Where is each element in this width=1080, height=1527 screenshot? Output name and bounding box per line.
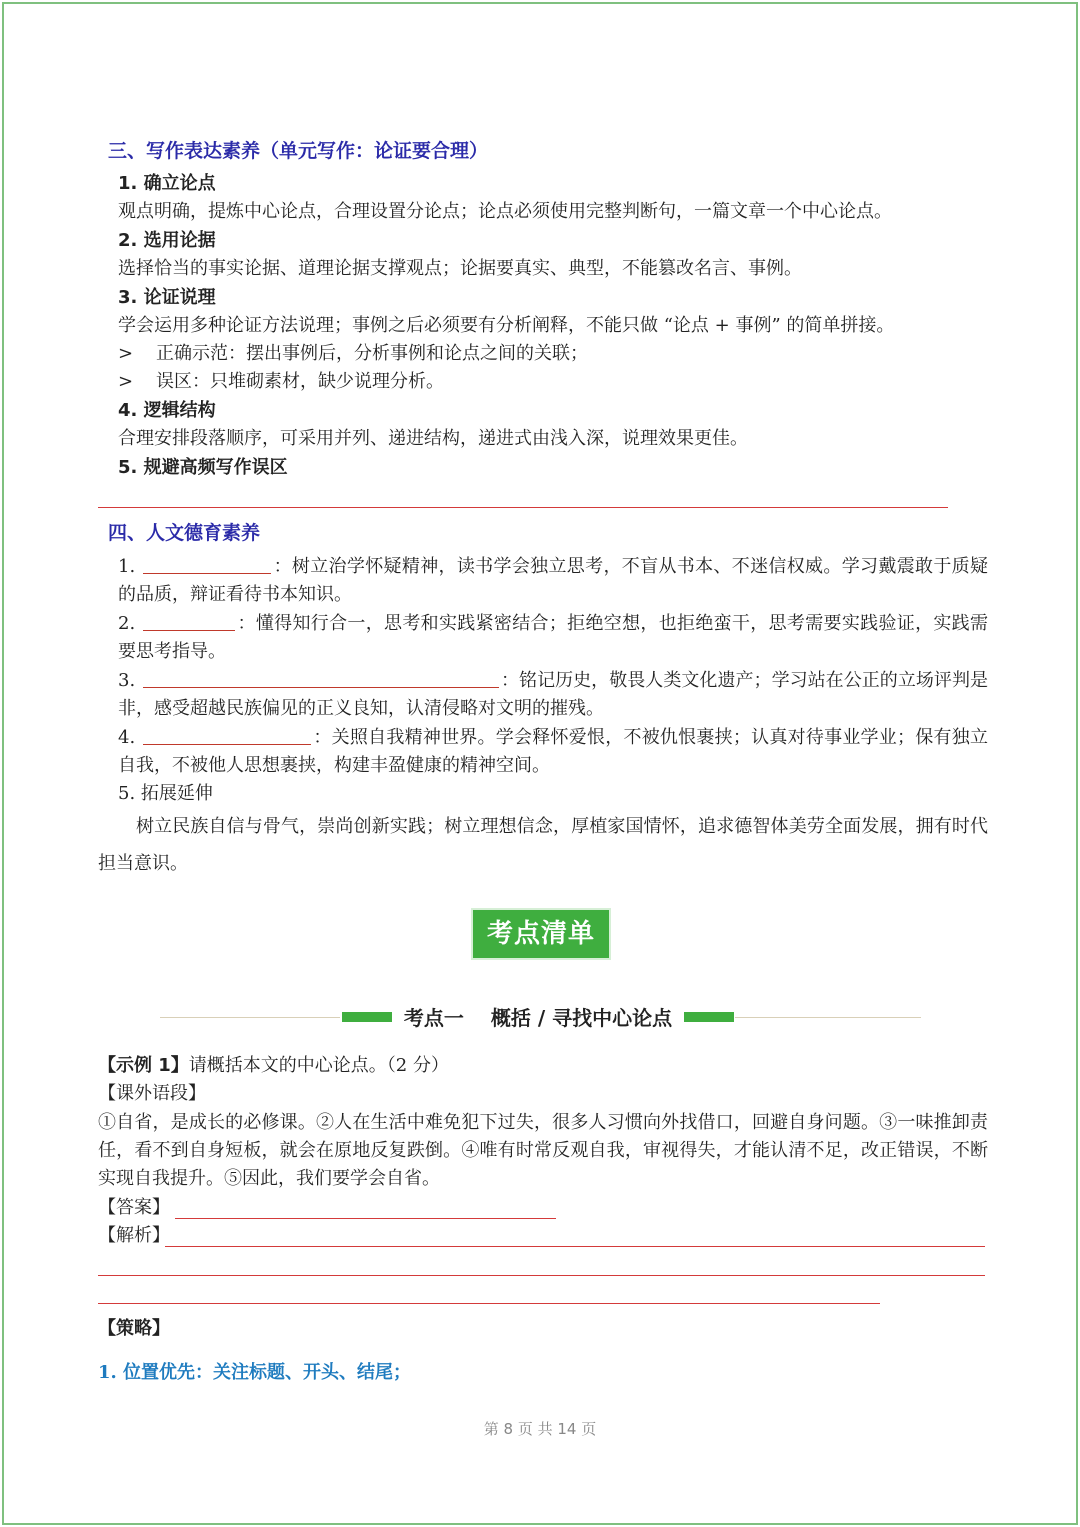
- bullet-text: 误区：只堆砌素材，缺少说理分析。: [156, 371, 444, 392]
- example-label: 【示例 1】: [98, 1055, 189, 1076]
- section3-title: 三、写作表达素养（单元写作：论证要合理）: [108, 140, 489, 162]
- section-divider: [98, 507, 948, 508]
- s3-item1-heading: 1. 确立论点: [118, 173, 216, 194]
- analysis-blank-2[interactable]: [98, 1275, 985, 1276]
- source-label: 【课外语段】: [98, 1083, 206, 1104]
- analysis-blank-1[interactable]: [165, 1246, 985, 1247]
- answer-blank[interactable]: [175, 1218, 556, 1219]
- s3-item4-heading: 4. 逻辑结构: [118, 400, 216, 421]
- fill-blank-2[interactable]: [143, 611, 235, 631]
- bullet-marker: >: [118, 371, 134, 392]
- kaodian-list-badge: 考点清单: [473, 910, 609, 958]
- section4-title: 四、人文德育素养: [108, 522, 261, 544]
- s3-item2-text: 选择恰当的事实论据、道理论据支撑观点；论据要真实、典型，不能篡改名言、事例。: [118, 258, 802, 279]
- s4-extend-heading: 5. 拓展延伸: [118, 783, 213, 804]
- example-line: [98, 1052, 449, 1080]
- item-number: 1.: [118, 556, 136, 577]
- s4-item1: [118, 553, 988, 609]
- item-number: 2.: [118, 613, 136, 634]
- example-question: 请概括本文的中心论点。（2 分）: [188, 1055, 449, 1076]
- item-text: ：树立治学怀疑精神，读书学会独立思考，不盲从书本、不迷信权威。学习戴震敢于质疑的品质，辩证看待书本知识。: [118, 556, 988, 605]
- item-number: 3.: [118, 670, 136, 691]
- s4-extend-text: 树立民族自信与骨气，崇尚创新实践；树立理想信念，厚植家国情怀，追求德智体美劳全面发展，拥有时代担当意识。: [98, 816, 988, 874]
- analysis-label: 【解析】: [98, 1225, 170, 1246]
- s3-item2-heading: 2. 选用论据: [118, 230, 216, 251]
- fill-blank-1[interactable]: [143, 554, 271, 574]
- heading-bar-left: [342, 1012, 392, 1022]
- s3-item1-text: 观点明确，提炼中心论点，合理设置分论点；论点必须使用完整判断句，一篇文章一个中心论点。: [118, 201, 892, 222]
- item-number: 4.: [118, 727, 136, 748]
- s4-item4: [118, 724, 988, 780]
- s3-item3-heading: 3. 论证说理: [118, 287, 216, 308]
- s3-item4-text: 合理安排段落顺序，可采用并列、递进结构，递进式由浅入深，说理效果更佳。: [118, 428, 748, 449]
- fill-blank-4[interactable]: [143, 725, 311, 745]
- kaodian-title: 考点一 概括 / 寻找中心论点: [403, 1006, 673, 1030]
- page-footer: 第 8 页 共 14 页: [483, 1420, 597, 1438]
- s3-bullet-1: [118, 340, 588, 368]
- strategy-label: 【策略】: [98, 1318, 170, 1339]
- s3-item5-heading: 5. 规避高频写作误区: [118, 457, 288, 478]
- passage-text: ①自省，是成长的必修课。②人在生活中难免犯下过失，很多人习惯向外找借口，回避自身问题。③一味推卸责任，看不到自身短板，就会在原地反复跌倒。④唯有时常反观自我，审视得失，才能认清不足，改正错误，不断实现自我提升。⑤因此，我们要学会自省。: [98, 1112, 988, 1189]
- item-text: ：懂得知行合一，思考和实践紧密结合；拒绝空想，也拒绝蛮干，思考需要实践验证，实践需要思考指导。: [118, 613, 988, 662]
- heading-rule-right: [735, 1017, 921, 1018]
- s4-item2: [118, 610, 988, 666]
- s3-item3-text: 学会运用多种论证方法说理；事例之后必须要有分析阐释，不能只做 “论点 + 事例” 的简单拼接。: [118, 315, 895, 336]
- s4-item3: [118, 667, 988, 723]
- item-text: ：铭记历史，敬畏人类文化遗产；学习站在公正的立场评判是非，感受超越民族偏见的正义良知，认清侵略对文明的摧残。: [118, 670, 988, 719]
- bullet-marker: >: [118, 343, 134, 364]
- analysis-blank-3[interactable]: [98, 1303, 880, 1304]
- heading-rule-left: [160, 1017, 340, 1018]
- answer-line: [98, 1194, 170, 1222]
- analysis-line: [98, 1222, 170, 1250]
- strategy-item-1: 1. 位置优先：关注标题、开头、结尾；: [98, 1362, 412, 1383]
- heading-bar-right: [684, 1012, 734, 1022]
- bullet-text: 正确示范：摆出事例后，分析事例和论点之间的关联；: [156, 343, 588, 364]
- answer-label: 【答案】: [98, 1197, 170, 1218]
- fill-blank-3[interactable]: [143, 668, 499, 688]
- item-text: ：关照自我精神世界。学会释怀爱恨，不被仇恨裹挟；认真对待事业学业；保有独立自我，不被他人思想裹挟，构建丰盈健康的精神空间。: [118, 727, 988, 776]
- s3-bullet-2: [118, 368, 444, 396]
